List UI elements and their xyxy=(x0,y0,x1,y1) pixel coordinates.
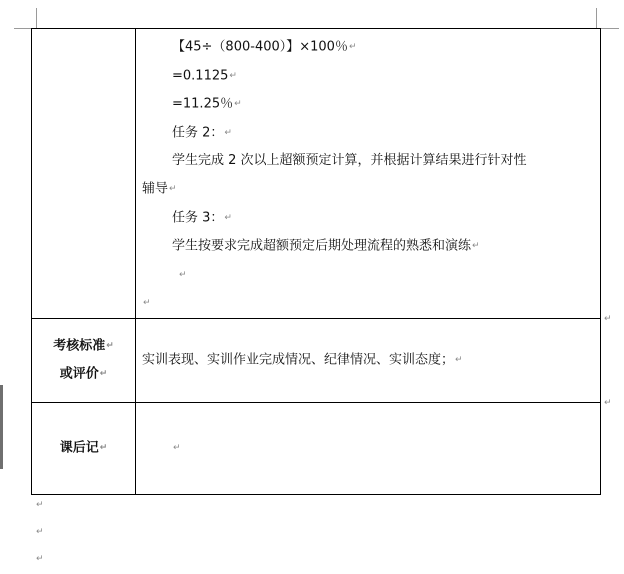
table-row xyxy=(32,318,601,402)
paragraph-mark-icon: ↵ xyxy=(106,340,114,351)
paragraph-mark-icon: ↵ xyxy=(179,269,187,280)
empty-paragraph xyxy=(136,261,600,290)
paragraph-mark-icon: ↵ xyxy=(143,298,151,308)
assessment-label-line-1 xyxy=(32,332,135,361)
paragraph-mark-icon: ↵ xyxy=(224,127,232,138)
assessment-text: 实训表现、实训作业完成情况、纪律情况、实训态度； xyxy=(142,352,455,368)
paragraph-mark-icon: ↵ xyxy=(224,212,232,223)
assessment-label-line-2 xyxy=(32,360,135,389)
task-3-text xyxy=(136,232,600,261)
text-run: 或评价 xyxy=(59,366,99,382)
after-class-label: 课后记 xyxy=(59,440,99,456)
text-run: 学生完成 2 次以上超额预定计算，并根据计算结果进行针对性 xyxy=(172,153,527,168)
empty-label-cell xyxy=(32,29,136,319)
paragraph-mark-icon: ↵ xyxy=(472,241,480,251)
paragraph-mark-icon: ↵ xyxy=(36,500,44,510)
task-2-text xyxy=(136,147,600,175)
formula-line xyxy=(136,33,600,62)
paragraph-mark-icon: ↵ xyxy=(234,99,242,109)
paragraph-mark-icon: ↵ xyxy=(169,184,177,194)
text-run: 任务 3： xyxy=(172,210,224,225)
empty-paragraph xyxy=(136,289,600,318)
paragraph-mark-icon: ↵ xyxy=(99,369,108,379)
crop-mark-left-vertical xyxy=(36,8,37,29)
text-run: 考核标准 xyxy=(53,338,106,353)
after-class-label-cell[interactable] xyxy=(32,402,136,494)
scroll-indicator xyxy=(0,385,3,469)
text-run: 任务 2： xyxy=(172,125,224,140)
percent-line xyxy=(136,90,600,119)
paragraph-mark-icon: ↵ xyxy=(173,443,181,454)
table-row xyxy=(32,29,601,319)
text-run: =11.25％ xyxy=(172,96,234,112)
task-2-text-continued xyxy=(136,175,600,204)
text-run: 学生按要求完成超额预定后期处理流程的熟悉和演练 xyxy=(172,238,472,254)
text-run: 辅导 xyxy=(142,181,169,197)
task-content-cell[interactable] xyxy=(136,29,601,319)
text-run: 【45÷（800-400）】×100％ xyxy=(172,39,348,55)
table-row xyxy=(32,402,601,494)
paragraph-mark-icon: ↵ xyxy=(36,527,44,537)
paragraph-mark-icon: ↵ xyxy=(36,554,44,564)
text-run: =0.1125 xyxy=(172,68,229,83)
paragraph-mark-icon: ↵ xyxy=(348,42,357,52)
after-class-content-cell[interactable] xyxy=(136,402,601,494)
assessment-content-cell[interactable] xyxy=(136,318,601,402)
task-3-heading xyxy=(136,204,600,233)
assessment-label-cell[interactable] xyxy=(32,318,136,402)
paragraph-mark-icon: ↵ xyxy=(229,70,237,81)
row-end-mark-icon: ↵ xyxy=(604,398,612,408)
lesson-table xyxy=(31,28,601,495)
result-line xyxy=(136,62,600,91)
task-2-heading xyxy=(136,119,600,148)
paragraph-mark-icon: ↵ xyxy=(99,442,108,453)
crop-mark-right-vertical xyxy=(596,8,597,29)
row-end-mark-icon: ↵ xyxy=(604,314,612,324)
paragraph-mark-icon: ↵ xyxy=(455,354,463,365)
